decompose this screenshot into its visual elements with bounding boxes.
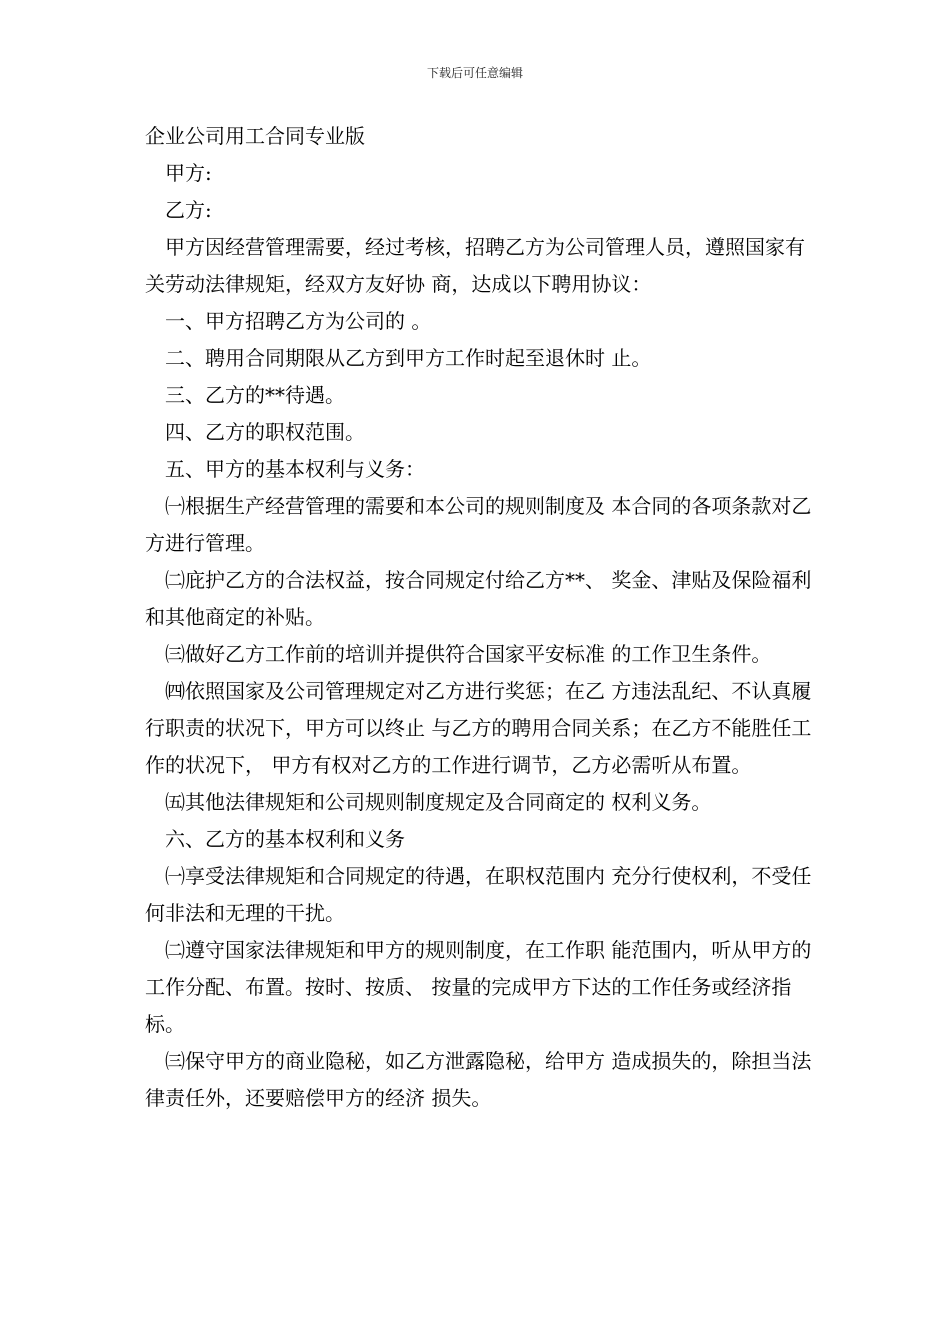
paragraph-clause-5: 五、甲方的基本权利与义务： bbox=[165, 457, 425, 481]
paragraph-clause-5-item-1: ㈠根据生产经营管理的需要和本公司的规则制度及 本合同的各项条款对乙方进行管理。 bbox=[145, 494, 812, 555]
party-b-line: 乙方: bbox=[165, 198, 212, 222]
paragraph-clause-6-item-3: ㈢保守甲方的商业隐秘，如乙方泄露隐秘，给甲方 造成损失的，除担当法律责任外，还要赔偿甲方的经济 损失。 bbox=[145, 1049, 812, 1110]
paragraph-clause-6-item-1: ㈠享受法律规矩和合同规定的待遇，在职权范围内 充分行使权利，不受任何非法和无理的干扰。 bbox=[145, 864, 812, 925]
document-title: 企业公司用工合同专业版 bbox=[145, 124, 365, 148]
paragraph-clause-6-item-2: ㈡遵守国家法律规矩和甲方的规则制度，在工作职 能范围内，听从甲方的工作分配、布置。按时、按质、 按量的完成甲方下达的工作任务或经济指标。 bbox=[145, 938, 812, 1036]
paragraph-clause-5-item-2: ㈡庇护乙方的合法权益，按合同规定付给乙方**、 奖金、津贴及保险福利和其他商定的补贴。 bbox=[145, 568, 812, 629]
paragraph-clause-4: 四、乙方的职权范围。 bbox=[165, 420, 365, 444]
paragraph-clause-5-item-3: ㈢做好乙方工作前的培训并提供符合国家平安标准 的工作卫生条件。 bbox=[165, 642, 772, 666]
paragraph-clause-1: 一、甲方招聘乙方为公司的 。 bbox=[165, 309, 432, 333]
paragraph-clause-6: 六、乙方的基本权利和义务 bbox=[165, 827, 405, 851]
paragraph-clause-3: 三、乙方的**待遇。 bbox=[165, 383, 345, 407]
paragraph-preamble: 甲方因经营管理需要，经过考核，招聘乙方为公司管理人员，遵照国家有关劳动法律规矩，经双方友好协 商，达成以下聘用协议： bbox=[145, 235, 805, 296]
party-a-line: 甲方: bbox=[165, 161, 212, 185]
paragraph-clause-5-item-4: ㈣依照国家及公司管理规定对乙方进行奖惩；在乙 方违法乱纪、不认真履行职责的状况下，甲方可以终止 与乙方的聘用合同关系；在乙方不能胜任工作的状况下， 甲方有权对乙方的工作进行调节，乙方必需听从布置。 bbox=[145, 679, 812, 777]
page-header-note: 下载后可任意编辑 bbox=[426, 66, 523, 80]
paragraph-clause-2: 二、聘用合同期限从乙方到甲方工作时起至退休时 止。 bbox=[165, 346, 652, 370]
paragraph-clause-5-item-5: ㈤其他法律规矩和公司规则制度规定及合同商定的 权利义务。 bbox=[165, 790, 712, 814]
document-body bbox=[145, 118, 821, 1117]
